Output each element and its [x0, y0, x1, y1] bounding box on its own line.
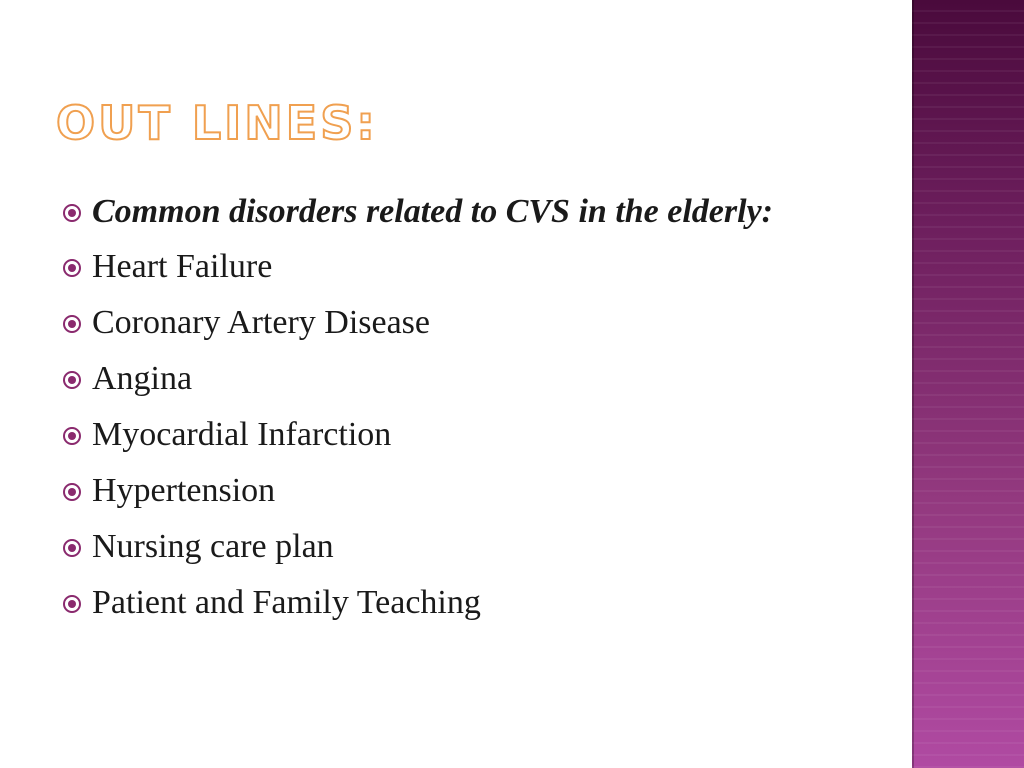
circled-dot-icon	[62, 426, 82, 446]
list-item	[60, 412, 850, 458]
list-item	[60, 580, 850, 626]
decorative-side-panel	[912, 0, 1024, 768]
list-item-text: Myocardial Infarction	[92, 416, 392, 453]
circled-dot-icon	[62, 594, 82, 614]
circled-dot-icon	[62, 314, 82, 334]
list-item-text: Common disorders related to CVS in the elderly:	[92, 193, 773, 230]
circled-dot-icon	[62, 482, 82, 502]
list-item-text: Angina	[92, 360, 193, 397]
list-item	[60, 468, 850, 514]
list-item	[60, 244, 850, 290]
list-item-text: Patient and Family Teaching	[92, 584, 481, 621]
list-item	[60, 300, 850, 346]
list-item-text: Coronary Artery Disease	[92, 304, 431, 341]
slide-title: OUT LINES:	[56, 96, 378, 150]
circled-dot-icon	[62, 370, 82, 390]
bullet-list	[60, 188, 850, 636]
list-item-text: Heart Failure	[92, 248, 273, 285]
list-item	[60, 356, 850, 402]
list-item-text: Nursing care plan	[92, 528, 334, 565]
list-item-text: Hypertension	[92, 472, 276, 509]
circled-dot-icon	[62, 538, 82, 558]
circled-dot-icon	[62, 258, 82, 278]
list-item	[60, 188, 850, 236]
list-item	[60, 524, 850, 570]
circled-dot-icon	[62, 203, 82, 223]
